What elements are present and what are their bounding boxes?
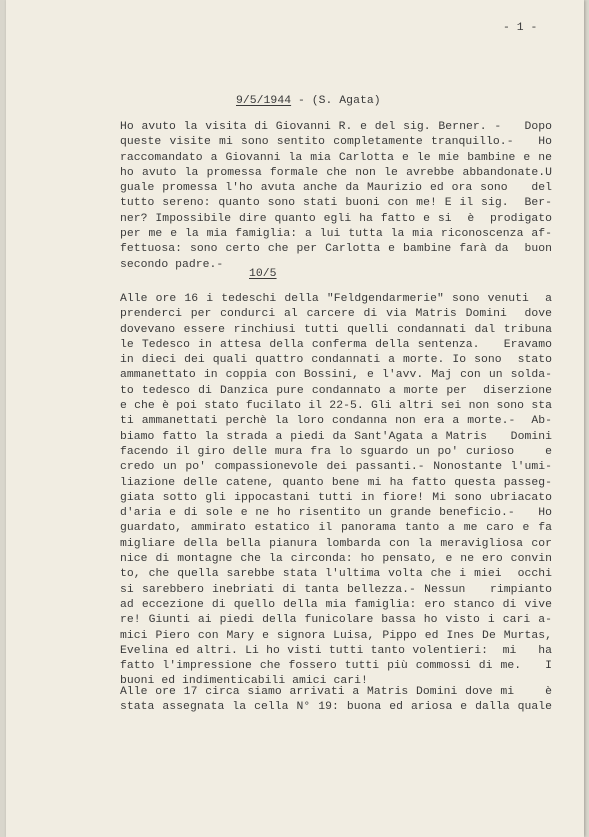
text-line: si sarebbero inebriati di tanta bellezza.- Nessun rimpianto [120,583,552,596]
text-line: ad eccezione di quello della mia famiglia: ero stanco di vive [120,598,552,611]
text-line: Ho avuto la visita di Giovanni R. e del sig. Berner. - Dopo [120,121,552,133]
text-line: d'aria e di sole e ne ho risentito un grande beneficio.- Ho [120,507,552,520]
text-line: queste visite mi sono sentito completamente tranquillo.- Ho [120,136,552,149]
text-line: e che è poi stato fucilato il 22-5. Gli altri sei non sono sta [120,400,552,413]
text-line: to, che quella sarebbe stata l'ultima volta che i miei occhi [120,568,552,581]
entry-date: 9/5/1944 [236,95,292,107]
text-line: liazione delle catene, quanto bene mi ha fatto questa passeg- [120,476,552,489]
text-line: credo un po' compassionevole dei passanti.- Nonostante l'umi- [120,461,552,474]
text-line: to tedesco di Danzica pure condannato a morte per diserzione [120,384,552,397]
text-line: prenderci per condurci al carcere di via Matris Domini dove [120,308,552,321]
text-line: fettuosa: sono certo che per Carlotta e bambine farà da buon [120,243,552,256]
text-line: guardato, ammirato estatico il panorama tanto a me caro e fa [120,522,552,535]
text-line: migliare della bella pianura lombarda con la meravigliosa cor [120,537,552,550]
entry-paragraph [120,120,552,273]
entry-paragraph [120,292,552,690]
text-line: Evelina ed altri. Li ho visti tutti tanto volentieri: mi ha [120,644,552,657]
entry-date-suffix: - (S. Agata) [291,95,381,107]
text-line: le Tedesco in attesa della conferma della sentenza. Eravamo [120,338,552,351]
page-number: - 1 - [503,22,538,34]
text-line: tutto sereno: quanto sono stati buoni con me! E il sig. Ber- [120,197,552,210]
text-line: biamo fatto la strada a piedi da Sant'Agata a Matris Domini [120,430,552,443]
text-line: mici Piero con Mary e signora Luisa, Pippo ed Ines De Murtas, [120,629,552,642]
text-line: guale promessa l'ho avuta anche da Maurizio ed ora sono del [120,182,552,195]
text-line: ammanettato in coppia con Bossini, e l'avv. Maj con un solda- [120,369,552,382]
text-line: dovevano essere rinchiusi tutti quelli condannati dal tribuna [120,323,552,336]
entry-heading-10-5: 10/5 [249,268,277,280]
text-line: ner? Impossibile dire quanto egli ha fatto e si è prodigato [120,212,552,225]
text-line: ho avuto la promessa formale che non le avrebbe abbandonate.U [120,166,552,179]
text-line: secondo padre.- [120,258,224,271]
entry-paragraph [120,685,552,716]
typed-page [6,0,584,837]
text-line: per me e la mia famiglia: a lui tutta la mia riconoscenza af- [120,228,552,241]
text-line: ti ammanettati perchè la loro condanna non era a morte.- Ab- [120,415,552,428]
text-line: Alle ore 16 i tedeschi della "Feldgendarmerie" sono venuti a [120,293,552,305]
text-line: Alle ore 17 circa siamo arrivati a Matris Domini dove mi è [120,686,552,698]
text-line: stata assegnata la cella N° 19: buona ed ariosa e dalla quale [120,701,552,714]
text-line: buoni ed indimenticabili amici cari! [120,675,368,688]
text-line: in dieci dei quali quattro condannati a morte. Io sono stato [120,354,552,367]
text-line: nice di montagne che la circonda: ho pensato, e ne ero convin [120,553,552,566]
text-line: re! Giunti ai piedi della funicolare bassa ho visto i cari a- [120,614,552,627]
entry-heading-9-5-1944 [236,95,381,107]
text-line: raccomandato a Giovanni la mia Carlotta e le mie bambine e ne [120,151,552,164]
text-line: facendo il giro delle mura fra lo sguardo un po' curioso e [120,445,552,458]
text-line: fatto l'impressione che fossero tutti più commossi di me. I [120,660,552,673]
text-line: giata sotto gli ippocastani tutti in fiore! Mi sono ubriacato [120,491,552,504]
